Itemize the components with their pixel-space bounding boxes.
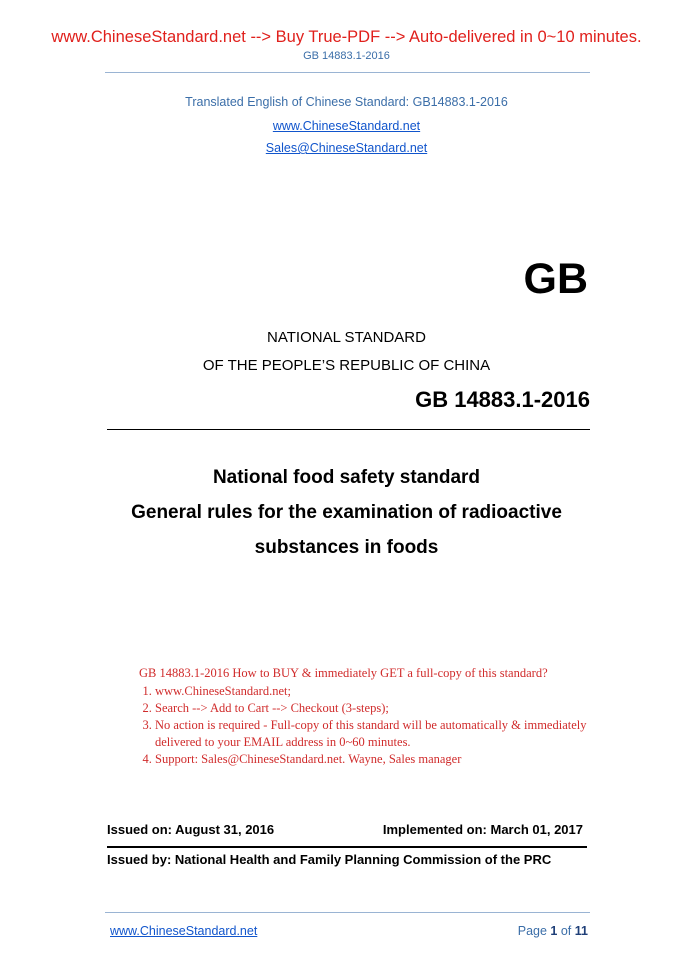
page-label: Page — [517, 924, 547, 938]
footer-divider — [105, 912, 590, 913]
title-line-3: substances in foods — [254, 537, 439, 558]
of-label: of — [560, 924, 572, 938]
email-link[interactable]: Sales@ChineseStandard.net — [265, 141, 428, 155]
gb-logo: GB — [523, 255, 588, 303]
header-standard-code: GB 14883.1-2016 — [303, 50, 390, 62]
implemented-on: Implemented on: March 01, 2017 — [382, 822, 583, 837]
website-link[interactable]: www.ChineseStandard.net — [272, 119, 421, 133]
issue-divider — [107, 846, 587, 848]
purchase-question: GB 14883.1-2016 How to BUY & immediately GET a full-copy of this standard? — [139, 666, 548, 680]
standard-code: GB 14883.1-2016 — [415, 387, 590, 412]
header-divider — [105, 72, 590, 73]
page-total: 11 — [574, 924, 588, 938]
country-label: OF THE PEOPLE’S REPUBLIC OF CHINA — [202, 357, 491, 374]
footer-website-link[interactable]: www.ChineseStandard.net — [110, 924, 258, 938]
title-line-2: General rules for the examination of radioactive — [131, 502, 562, 523]
translation-note: Translated English of Chinese Standard: GB14883.1-2016 — [185, 95, 508, 109]
title-divider — [107, 429, 590, 430]
page-indicator — [518, 924, 588, 938]
purchase-step-2: 2. Search --> Add to Cart --> Checkout (3-steps); — [155, 700, 595, 717]
title-line-1: National food safety standard — [212, 467, 481, 488]
page-number: 1 — [550, 924, 558, 938]
purchase-instructions — [139, 666, 595, 768]
purchase-step-3: 3. No action is required - Full-copy of this standard will be automatically & immediately delivered to your EMAIL address in 0~60 minutes. — [155, 717, 595, 751]
purchase-step-1[interactable]: 1. www.ChineseStandard.net; — [155, 683, 595, 700]
header-banner[interactable]: www.ChineseStandard.net --> Buy True-PDF --> Auto-delivered in 0~10 minutes. — [51, 28, 642, 46]
purchase-step-4: 4. Support: Sales@ChineseStandard.net. Wayne, Sales manager — [155, 751, 595, 768]
purchase-steps — [139, 683, 595, 768]
issued-on: Issued on: August 31, 2016 — [107, 822, 275, 837]
issued-by: Issued by: National Health and Family Planning Commission of the PRC — [107, 852, 552, 867]
national-standard-label: NATIONAL STANDARD — [267, 329, 426, 346]
